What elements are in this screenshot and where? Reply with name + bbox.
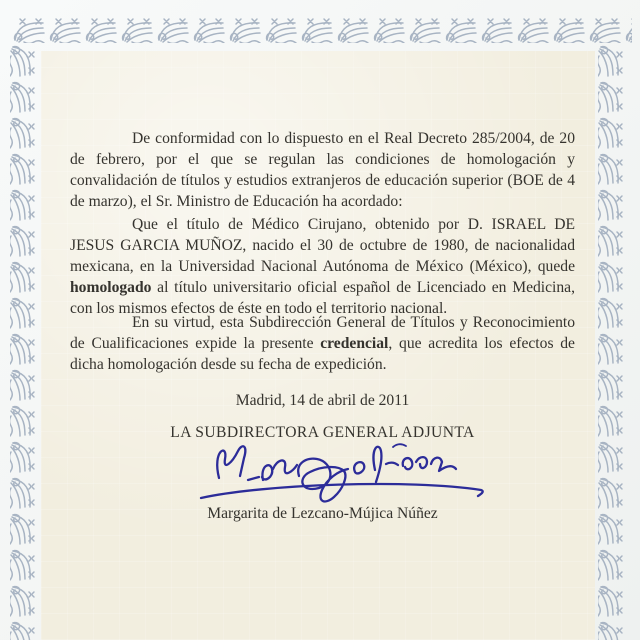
signer-name: Margarita de Lezcano-Mújica Núñez (207, 505, 438, 522)
signer-title: LA SUBDIRECTORA GENERAL ADJUNTA (170, 424, 475, 441)
signature-ink-icon (195, 434, 495, 514)
ornament-border-left-icon (10, 44, 37, 640)
paragraph-resolution: Que el título de Médico Cirujano, obtenido por D. ISRAEL DE JESUS GARCIA MUÑOZ, nacido el 30 de octubre de 1980, de nacionalidad mexicana, en la Universidad Nacional Autónoma de México (México), quede homologado al título universitario oficial español de Licenciado en Medicina, con los mismos efectos de éste en todo el territorio nacional. (70, 216, 575, 317)
certificate-body (70, 0, 575, 640)
paragraph-credential: En su virtud, esta Subdirección General de Títulos y Reconocimiento de Cualificaciones expide la presente credencial, que acredita los efectos de dicha homologación desde su fecha de expedición. (70, 314, 575, 373)
dateline: Madrid, 14 de abril de 2011 (235, 392, 410, 409)
paragraph-legal-basis: De conformidad con lo dispuesto en el Real Decreto 285/2004, de 20 de febrero, por el que se regulan las condiciones de homologación y convalidación de títulos y estudios extranjeros de educación superior (BOE de 4 de marzo), el Sr. Ministro de Educación ha acordado: (70, 130, 575, 210)
ornament-border-right-icon (598, 44, 625, 640)
